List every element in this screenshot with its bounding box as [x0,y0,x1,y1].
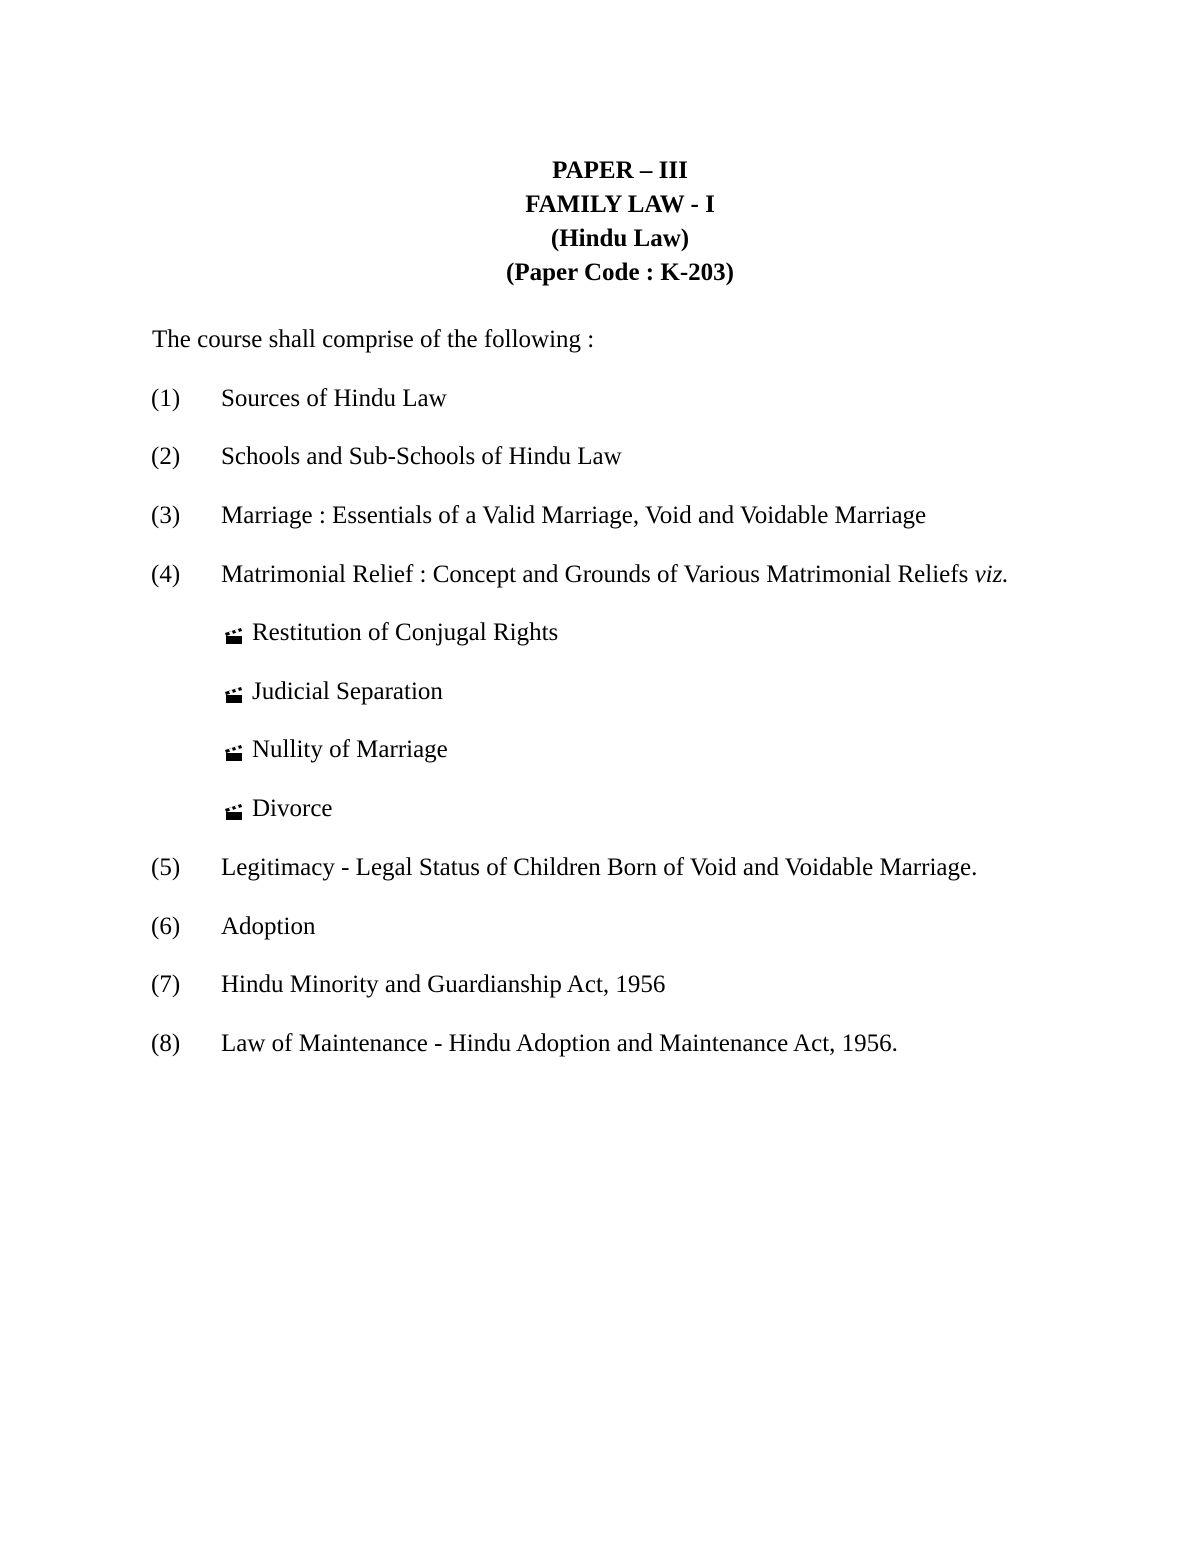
item-number: (2) [151,443,181,470]
relief-text: Restitution of Conjugal Rights [252,619,559,646]
item-text: Schools and Sub-Schools of Hindu Law [221,443,622,470]
item-number: (7) [151,971,181,998]
item-text: Marriage : Essentials of a Valid Marriage, Void and Voidable Marriage [221,502,927,529]
relief-item [224,792,333,826]
item-number: (5) [151,854,181,881]
relief-item [224,616,558,650]
item-number: (8) [151,1030,181,1057]
item-text: Hindu Minority and Guardianship Act, 1956 [221,971,666,998]
subject-subtitle: (Hindu Law) [550,225,690,252]
relief-text: Judicial Separation [252,678,443,705]
item-text: Adoption [221,913,316,940]
relief-item [224,733,448,767]
item-text: Law of Maintenance - Hindu Adoption and Maintenance Act, 1956. [221,1030,898,1057]
subject-title: FAMILY LAW - I [525,191,715,218]
item-text [221,558,1009,592]
item-text: Legitimacy - Legal Status of Children Born of Void and Voidable Marriage. [221,854,978,881]
intro-text: The course shall comprise of the following : [152,326,595,353]
relief-text: Divorce [252,795,333,822]
paper-code: (Paper Code : K-203) [506,259,734,286]
item-text-viz: viz. [974,561,1009,588]
clapperboard-icon [224,792,244,826]
item-number: (1) [151,385,181,412]
item-number: (3) [151,502,181,529]
clapperboard-icon [224,733,244,767]
clapperboard-icon [224,616,244,650]
relief-text: Nullity of Marriage [252,736,448,763]
paper-number: PAPER – III [552,157,688,184]
clapperboard-icon [224,675,244,709]
item-number: (4) [151,561,181,588]
item-text-main: Matrimonial Relief : Concept and Grounds of Various Matrimonial Reliefs [221,561,969,588]
relief-item [224,675,443,709]
item-text: Sources of Hindu Law [221,385,447,412]
item-number: (6) [151,913,181,940]
